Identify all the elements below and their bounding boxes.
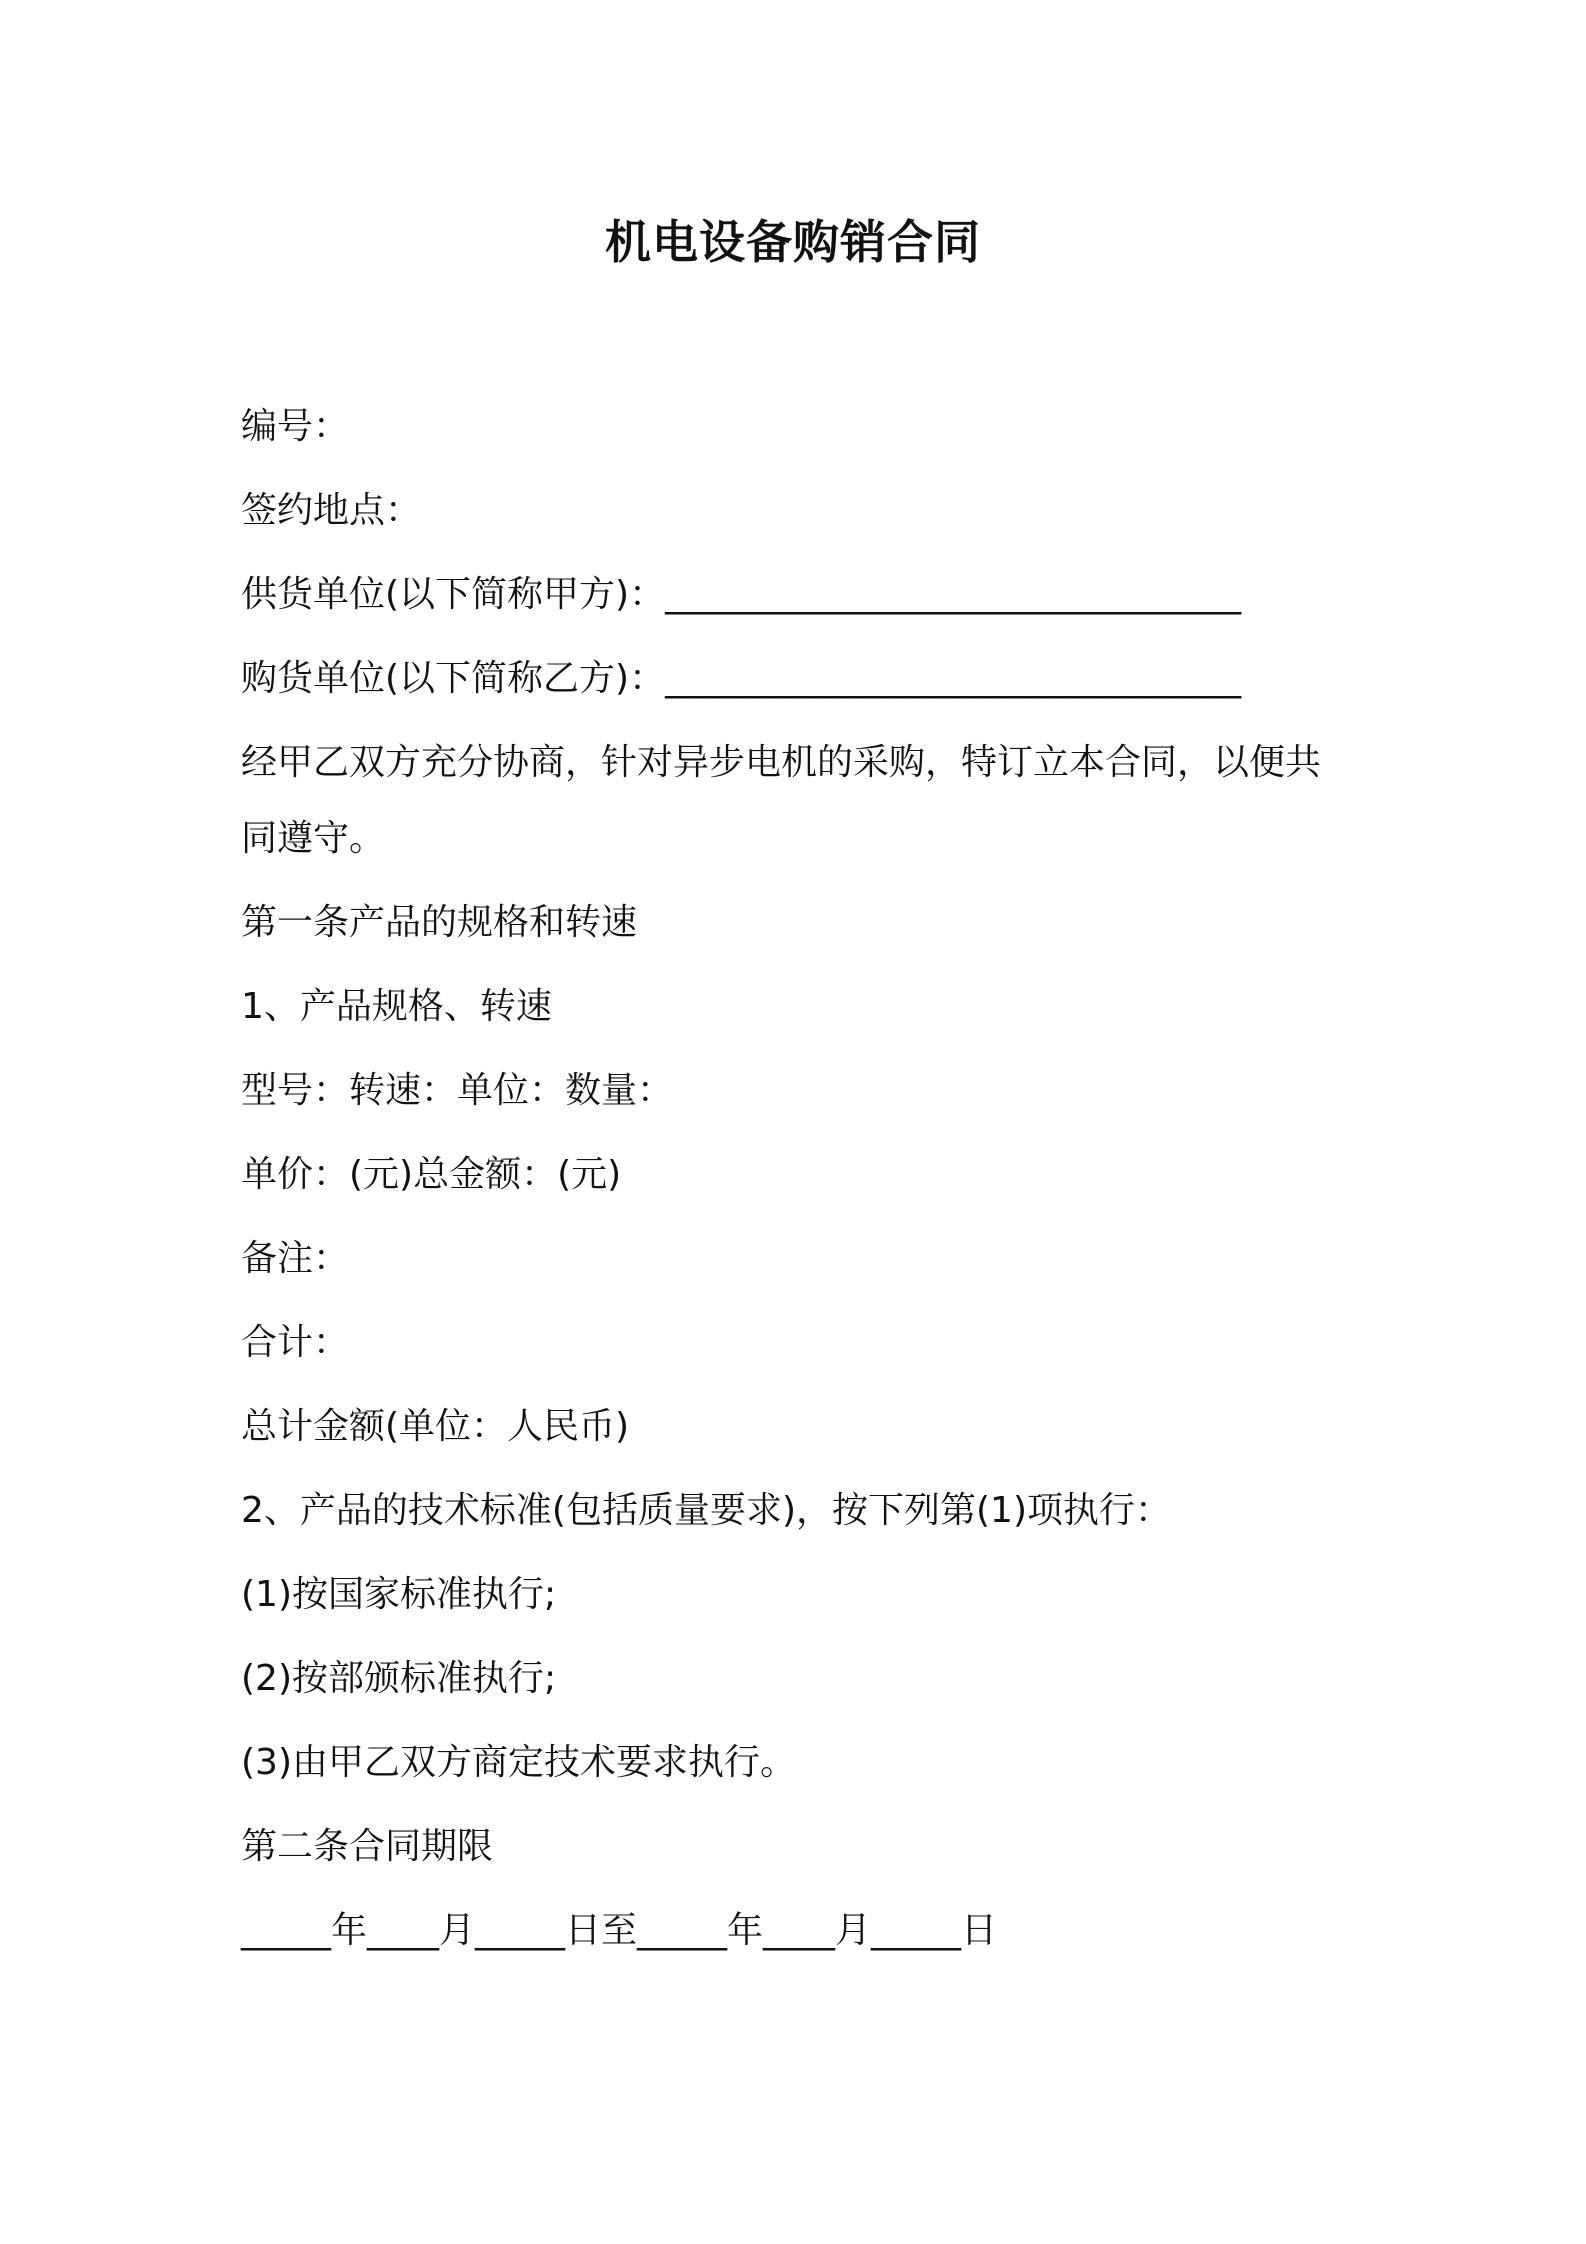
supplier-line: 供货单位(以下简称甲方)：________________________________ [241,574,1242,615]
total-amount-line: 总计金额(单位：人民币) [241,1406,630,1447]
remarks-line: 备注： [241,1238,350,1279]
signing-location-line: 签约地点： [241,490,422,531]
model-speed-unit-quantity-line: 型号：转速：单位：数量： [241,1070,674,1111]
contract-number-line: 编号： [241,406,350,447]
clause-2-heading: 2、产品的技术标准(包括质量要求)，按下列第(1)项执行： [241,1490,1171,1531]
document-body [241,403,1361,1991]
article-two-heading: 第二条合同期限 [241,1826,494,1867]
contract-period-line: _____年____月_____日至_____年____月_____日 [241,1910,997,1951]
subtotal-line: 合计： [241,1322,350,1363]
buyer-line: 购货单位(以下简称乙方)：________________________________ [241,658,1242,699]
standard-option-2: (2)按部颁标准执行; [241,1658,557,1699]
preamble-line-2: 同遵守。 [241,818,386,859]
unit-price-total-line: 单价：(元)总金额：(元) [241,1154,622,1195]
clause-1-heading: 1、产品规格、转速 [241,986,552,1027]
preamble-line-1: 经甲乙双方充分协商，针对异步电机的采购，特订立本合同，以便共 [241,742,1322,783]
document-title: 机电设备购销合同 [605,215,981,269]
standard-option-3: (3)由甲乙双方商定技术要求执行。 [241,1742,796,1783]
article-one-heading: 第一条产品的规格和转速 [241,902,638,943]
standard-option-1: (1)按国家标准执行; [241,1574,557,1615]
